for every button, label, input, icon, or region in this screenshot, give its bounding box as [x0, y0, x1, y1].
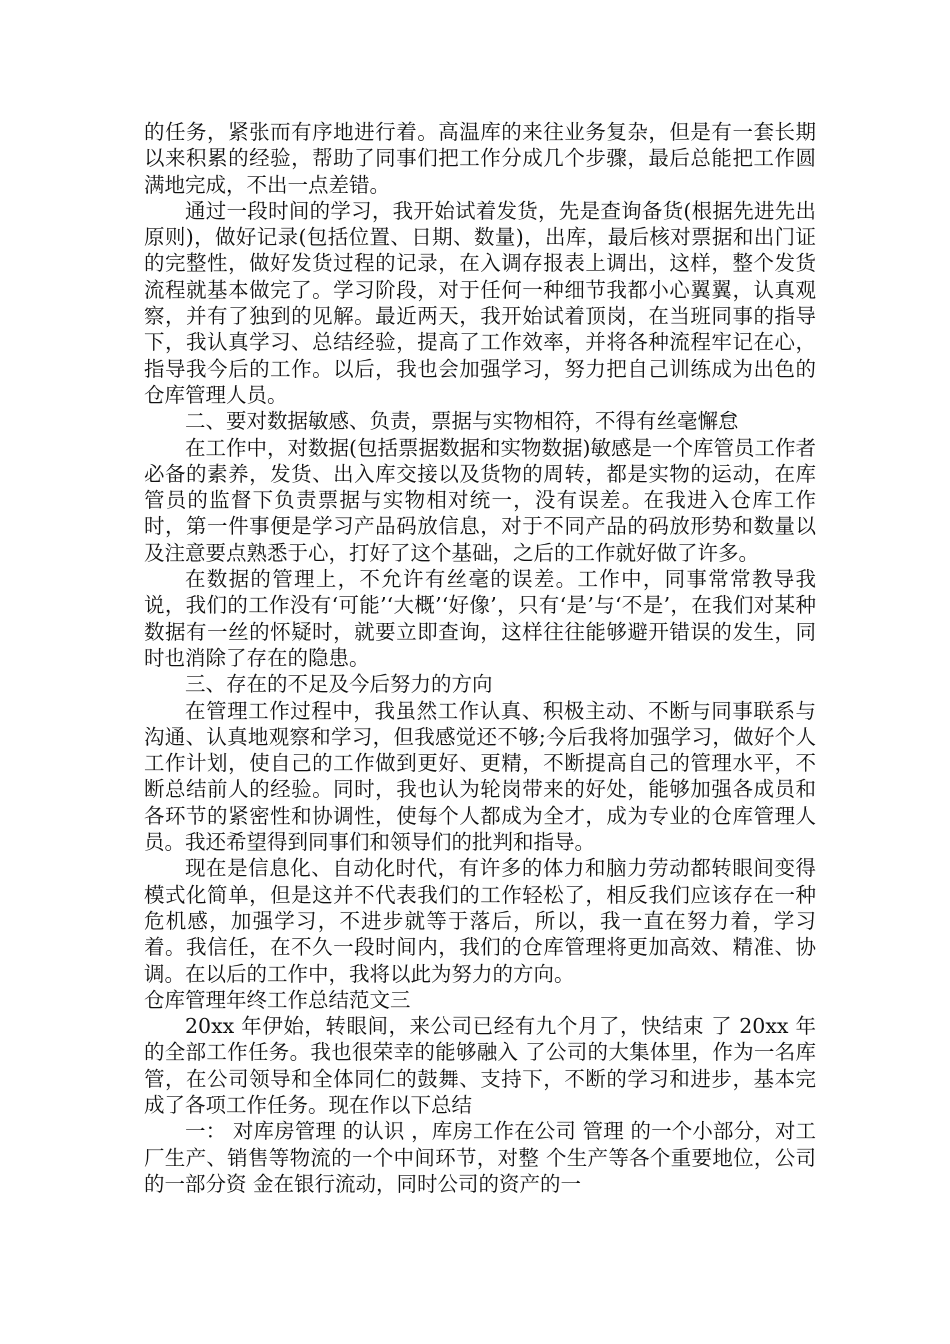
paragraph-information-age: 现在是信息化、自动化时代，有许多的体力和脑力劳动都转眼间变得模式化简单，但是这并不代表我们的工作轻松了，相反我们应该存在一种危机感，加强学习，不进步就等于落后，所以，我一直在努力着，学习着。我信任，在不久一段时间内，我们的仓库管理将更加高效、精准、协调。在以后的工作中，我将以此为努力的方向。: [144, 856, 816, 986]
paragraph-shortcomings: 在管理工作过程中，我虽然工作认真、积极主动、不断与同事联系与沟通、认真地观察和学习，但我感觉还不够;今后我将加强学习，做好个人工作计划，使自己的工作做到更好、更精，不断提高自己的管理水平，不断总结前人的经验。同时，我也认为轮岗带来的好处，能够加强各成员和各环节的紧密性和协调性，使每个人都成为全才，成为专业的仓库管理人员。我还希望得到同事们和领导们的批判和指导。: [144, 698, 816, 855]
document-subtitle: 仓库管理年终工作总结范文三: [144, 987, 411, 1012]
section-heading-three: 三、存在的不足及今后努力的方向: [185, 672, 493, 697]
document-page: [144, 119, 816, 1197]
section-heading-two: 二、要对数据敏感、负责，票据与实物相符，不得有丝毫懈怠: [185, 409, 739, 434]
paragraph-shipping-learning: 通过一段时间的学习，我开始试着发货，先是查询备货(根据先进先出原则)，做好记录(包括位置、日期、数量)，出库，最后核对票据和出门证的完整性，做好发货过程的记录，在入调存报表上调出，这样，整个发货流程就基本做完了。学习阶段，对于任何一种细节我都小心翼翼，认真观察，并有了独到的见解。最近两天，我开始试着顶岗，在当班同事的指导下，我认真学习、总结经验，提高了工作效率，并将各种流程牢记在心，指导我今后的工作。以后，我也会加强学习，努力把自己训练成为出色的仓库管理人员。: [144, 198, 816, 407]
paragraph-data-management: 在数据的管理上，不允许有丝毫的误差。工作中，同事常常教导我说，我们的工作没有‘可能’‘大概’‘好像’，只有‘是’与‘不是’，在我们对某种数据有一丝的怀疑时，就要立即查询，这样往往能够避开错误的发生，同时也消除了存在的隐患。: [144, 567, 816, 670]
paragraph-data-sensitivity: 在工作中，对数据(包括票据数据和实物数据)敏感是一个库管员工作者必备的素养，发货、出入库交接以及货物的周转，都是实物的运动，在库管员的监督下负责票据与实物相对统一，没有误差。在我进入仓库工作时，第一件事便是学习产品码放信息，对于不同产品的码放形势和数量以及注意要点熟悉于心，打好了这个基础，之后的工作就好做了许多。: [144, 435, 816, 565]
paragraph-year-start: 20xx 年伊始，转眼间，来公司已经有九个月了，快结束 了 20xx 年的全部工作任务。我也很荣幸的能够融入 了公司的大集体里，作为一名库管，在公司领导和全体同仁的鼓舞、支持下，不断的学习和进步，基本完成了各项工作任务。现在作以下总结: [144, 1014, 816, 1117]
paragraph-warehouse-understanding: 一： 对库房管理 的认识 ，库房工作在公司 管理 的一个小部分，对工厂生产、销售等物流的一个中间环节，对整 个生产等各个重要地位，公司 的一部分资 金在银行流动，同时公司的资产的一: [144, 1119, 816, 1196]
paragraph-continuation: 的任务，紧张而有序地进行着。高温库的来往业务复杂，但是有一套长期以来积累的经验，帮助了同事们把工作分成几个步骤，最后总能把工作圆满地完成，不出一点差错。: [144, 120, 816, 197]
